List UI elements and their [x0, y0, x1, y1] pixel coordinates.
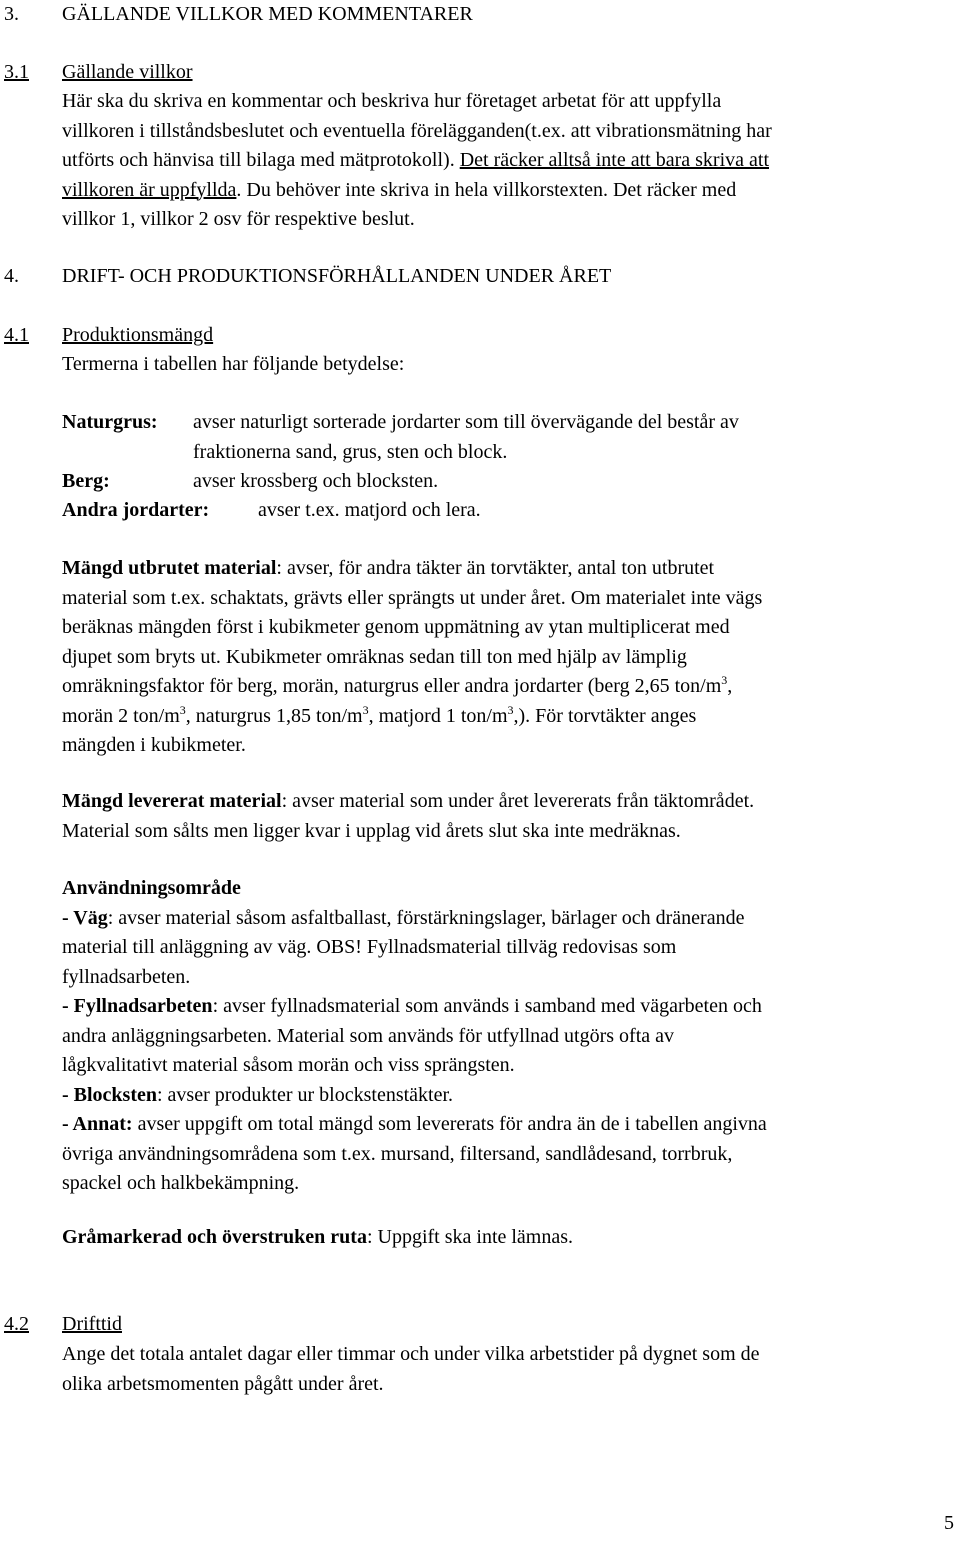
section-title: GÄLLANDE VILLKOR MED KOMMENTARER — [62, 3, 473, 25]
section-number: 4.2 — [4, 1313, 29, 1335]
term-definition: avser naturligt sorterade jordarter som till övervägande del består av fraktionerna sand, grus, sten och block. — [193, 411, 739, 463]
term-label: Andra jordarter: — [62, 499, 210, 521]
paragraph-anvandningsomrade: Användningsområde - Väg: avser material såsom asfaltballast, förstärkningslager, bärlager och dränerande material till anläggning av väg. OBS! Fyllnadsmaterial tillväg redovisas som fyllnadsarbeten. - Fyllnadsarbeten: avser fyllnadsmaterial som används i samband med vägarbeten och andra anläggningsarbeten. Material som används för utfyllnad utgörs ofta av lågkvalitativt material såsom morän och viss sprängsten. - Blocksten: avser produkter ur blockstenstäkter. - Annat: avser uppgift om total mängd som levererats för andra än de i tabellen angivna övriga användningsområdena som t.ex. mursand, filtersand, sandlådesand, torrbruk, spackel och halkbekämpning. — [62, 874, 960, 1199]
underlined-note: villkoren är uppfyllda — [62, 178, 237, 201]
section-title: Gällande villkor — [62, 61, 193, 83]
section-number: 3.1 — [4, 61, 29, 83]
section-title: Drifttid — [62, 1313, 122, 1335]
paragraph-gramarkerad-ruta: Gråmarkerad och överstruken ruta: Uppgift ska inte lämnas. — [62, 1226, 574, 1248]
term-label: Berg: — [62, 470, 110, 492]
term-label: Mängd utbrutet material — [62, 557, 277, 579]
section-title: Produktionsmängd — [62, 324, 214, 346]
term-label: Mängd levererat material — [62, 790, 282, 812]
subheading: Användningsområde — [62, 877, 241, 899]
paragraph-utbrutet-material: Mängd utbrutet material: avser, för andra täkter än torvtäkter, antal ton utbrutet material som t.ex. schaktats, grävts eller sprängts ut under året. Om materialet inte vägs beräknas mängden först i kubikmeter genom uppmätning av ytan multiplicerat med djupet som bryts ut. Kubikmeter omräknas sedan till ton med hjälp av lämplig omräkningsfaktor för berg, morän, naturgrus eller andra jordarter (berg 2,65 ton/$m^3$, morän 2 ton/$m^3$, naturgrus 1,85 ton/$m^3$, matjord 1 ton/$m^3$,). För torvtäkter anges mängden i kubikmeter. — [62, 557, 763, 756]
term-definition: avser t.ex. matjord och lera. — [258, 499, 481, 521]
term-berg — [62, 467, 110, 497]
text-line: villkor 1, villkor 2 osv för respektive beslut. — [62, 208, 415, 230]
section-number: 3. — [4, 3, 19, 25]
term-definition: avser krossberg och blocksten. — [193, 470, 439, 492]
term-label: Naturgrus: — [62, 411, 158, 433]
text-line: Här ska du skriva en kommentar och beskriva hur företaget arbetat för att uppfylla — [62, 90, 722, 112]
section-title: DRIFT- OCH PRODUKTIONSFÖRHÅLLANDEN UNDER ÅRET — [62, 265, 612, 287]
page-number: 5 — [944, 1512, 954, 1534]
terms-intro: Termerna i tabellen har följande betydelse: — [62, 353, 405, 375]
section-number: 4.1 — [4, 324, 29, 346]
paragraph-levererat-material: Mängd levererat material: avser material som under året levererats från täktområdet. Material som sålts men ligger kvar i upplag vid årets slut ska inte medräknas. — [62, 790, 755, 842]
term-naturgrus — [62, 408, 158, 438]
term-label: Gråmarkerad och överstruken ruta — [62, 1226, 367, 1248]
term-andra-jordarter — [62, 496, 209, 526]
section-number: 4. — [4, 265, 19, 287]
section-3-1-body — [62, 87, 960, 235]
text-line: villkoren i tillståndsbeslutet och eventuella förelägganden(t.ex. att vibrationsmätning har — [62, 119, 772, 142]
text-line: villkoren är uppfyllda. Du behöver inte skriva in hela villkorstexten. Det räcker med — [62, 178, 737, 201]
section-4-2-body: Ange det totala antalet dagar eller timmar och under vilka arbetstider på dygnet som de olika arbetsmomenten pågått under året. — [62, 1343, 760, 1395]
text-line: utförts och hänvisa till bilaga med mätprotokoll). Det räcker alltså inte att bara skriva att — [62, 149, 769, 171]
underlined-note: Det räcker alltså inte att bara skriva att — [459, 149, 769, 171]
